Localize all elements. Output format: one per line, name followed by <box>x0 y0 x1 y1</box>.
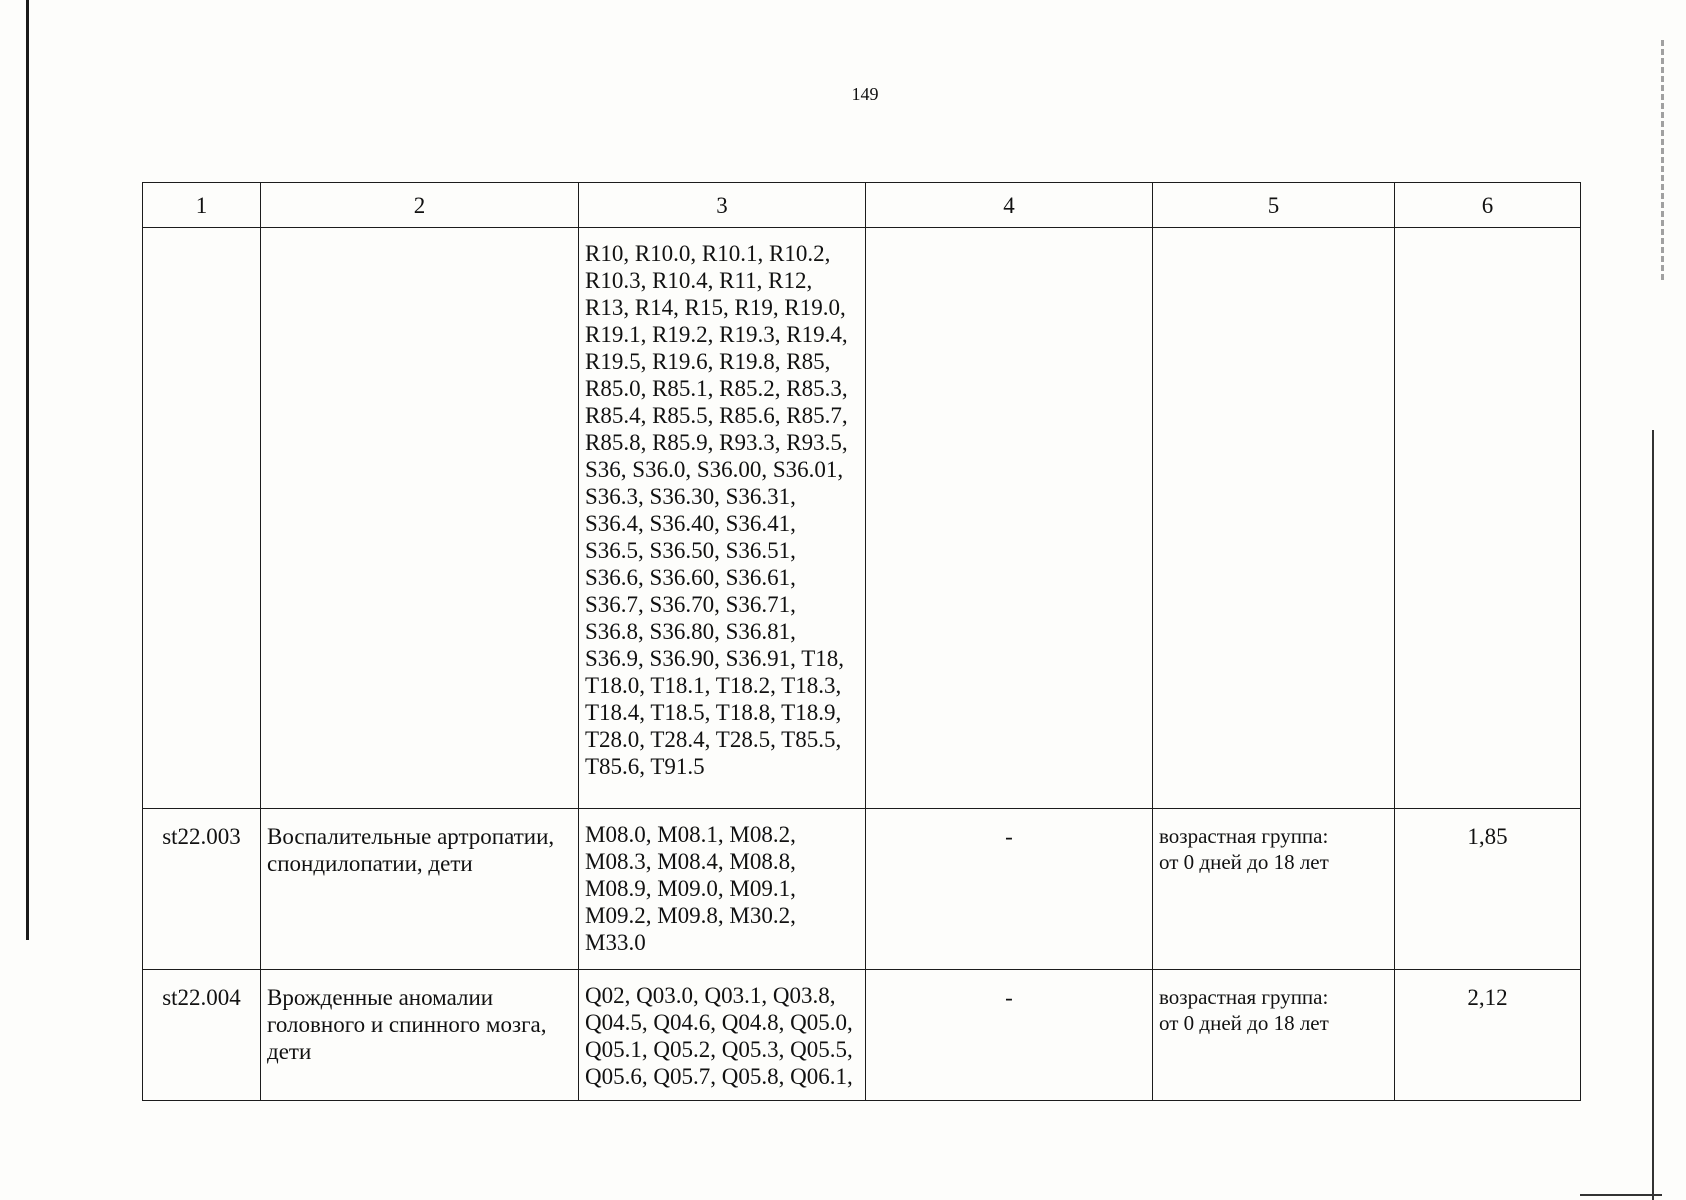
cell-line: Врожденные аномалии <box>267 985 494 1010</box>
cell-diagnoses <box>579 970 866 1101</box>
cell-line: R10.3, R10.4, R11, R12, <box>585 268 813 293</box>
cell-line: дети <box>267 1039 312 1064</box>
cell-col4 <box>866 228 1153 809</box>
cell-line: M33.0 <box>585 930 646 955</box>
cell-criteria <box>1153 228 1395 809</box>
cell-line: T18.0, T18.1, T18.2, T18.3, <box>585 673 842 698</box>
cell-line: S36.8, S36.80, S36.81, <box>585 619 796 644</box>
cell-line: M08.3, M08.4, M08.8, <box>585 849 796 874</box>
cell-line: возрастная группа: <box>1159 824 1329 848</box>
cell-diagnoses <box>579 228 866 809</box>
cell-line: T18.4, T18.5, T18.8, T18.9, <box>585 700 842 725</box>
cell-line: возрастная группа: <box>1159 985 1329 1009</box>
table-row <box>143 809 1581 970</box>
cell-line: M09.2, M09.8, M30.2, <box>585 903 796 928</box>
cell-line: S36.4, S36.40, S36.41, <box>585 511 796 536</box>
cell-line: спондилопатии, дети <box>267 851 473 876</box>
cell-line: S36.6, S36.60, S36.61, <box>585 565 796 590</box>
header-col-1: 1 <box>143 183 261 228</box>
cell-line: R85.4, R85.5, R85.6, R85.7, <box>585 403 848 428</box>
cell-line: R10, R10.0, R10.1, R10.2, <box>585 241 831 266</box>
scan-binding-mark <box>1661 40 1664 280</box>
tariff-table <box>142 182 1581 1101</box>
cell-line: Q05.6, Q05.7, Q05.8, Q06.1, <box>585 1064 853 1089</box>
cell-col4: - <box>866 970 1153 1101</box>
header-col-6: 6 <box>1395 183 1581 228</box>
cell-line: от 0 дней до 18 лет <box>1159 850 1329 874</box>
header-col-5: 5 <box>1153 183 1395 228</box>
cell-line: R19.5, R19.6, R19.8, R85, <box>585 349 831 374</box>
table-row <box>143 970 1581 1101</box>
cell-line: Q05.1, Q05.2, Q05.3, Q05.5, <box>585 1037 853 1062</box>
cell-code: st22.004 <box>143 970 261 1101</box>
cell-name <box>261 809 579 970</box>
cell-line: головного и спинного мозга, <box>267 1012 547 1037</box>
table-header-row <box>143 183 1581 228</box>
cell-line: R13, R14, R15, R19, R19.0, <box>585 295 846 320</box>
cell-coefficient: 1,85 <box>1395 809 1581 970</box>
cell-code: st22.003 <box>143 809 261 970</box>
cell-line: S36, S36.0, S36.00, S36.01, <box>585 457 844 482</box>
cell-line: S36.5, S36.50, S36.51, <box>585 538 796 563</box>
header-col-3: 3 <box>579 183 866 228</box>
header-col-4: 4 <box>866 183 1153 228</box>
scan-edge-bottom <box>1580 1194 1662 1196</box>
scan-edge-left <box>26 0 29 940</box>
cell-line: S36.7, S36.70, S36.71, <box>585 592 796 617</box>
cell-line: S36.3, S36.30, S36.31, <box>585 484 796 509</box>
cell-diagnoses <box>579 809 866 970</box>
page-number: 149 <box>851 84 879 104</box>
cell-col4: - <box>866 809 1153 970</box>
cell-line: T85.6, T91.5 <box>585 754 705 779</box>
scan-edge-right <box>1652 430 1654 1200</box>
cell-line: R19.1, R19.2, R19.3, R19.4, <box>585 322 848 347</box>
cell-line: от 0 дней до 18 лет <box>1159 1011 1329 1035</box>
cell-line: Q02, Q03.0, Q03.1, Q03.8, <box>585 983 836 1008</box>
cell-coefficient <box>1395 228 1581 809</box>
cell-line: Q04.5, Q04.6, Q04.8, Q05.0, <box>585 1010 853 1035</box>
header-col-2: 2 <box>261 183 579 228</box>
cell-line: M08.0, M08.1, M08.2, <box>585 822 796 847</box>
cell-line: M08.9, M09.0, M09.1, <box>585 876 796 901</box>
cell-line: Воспалительные артропатии, <box>267 824 555 849</box>
cell-criteria <box>1153 809 1395 970</box>
cell-name <box>261 228 579 809</box>
cell-code <box>143 228 261 809</box>
cell-criteria <box>1153 970 1395 1101</box>
cell-coefficient: 2,12 <box>1395 970 1581 1101</box>
cell-line: T28.0, T28.4, T28.5, T85.5, <box>585 727 842 752</box>
cell-line: R85.8, R85.9, R93.3, R93.5, <box>585 430 848 455</box>
table-row <box>143 228 1581 809</box>
cell-line: S36.9, S36.90, S36.91, T18, <box>585 646 845 671</box>
cell-line: R85.0, R85.1, R85.2, R85.3, <box>585 376 848 401</box>
cell-name <box>261 970 579 1101</box>
